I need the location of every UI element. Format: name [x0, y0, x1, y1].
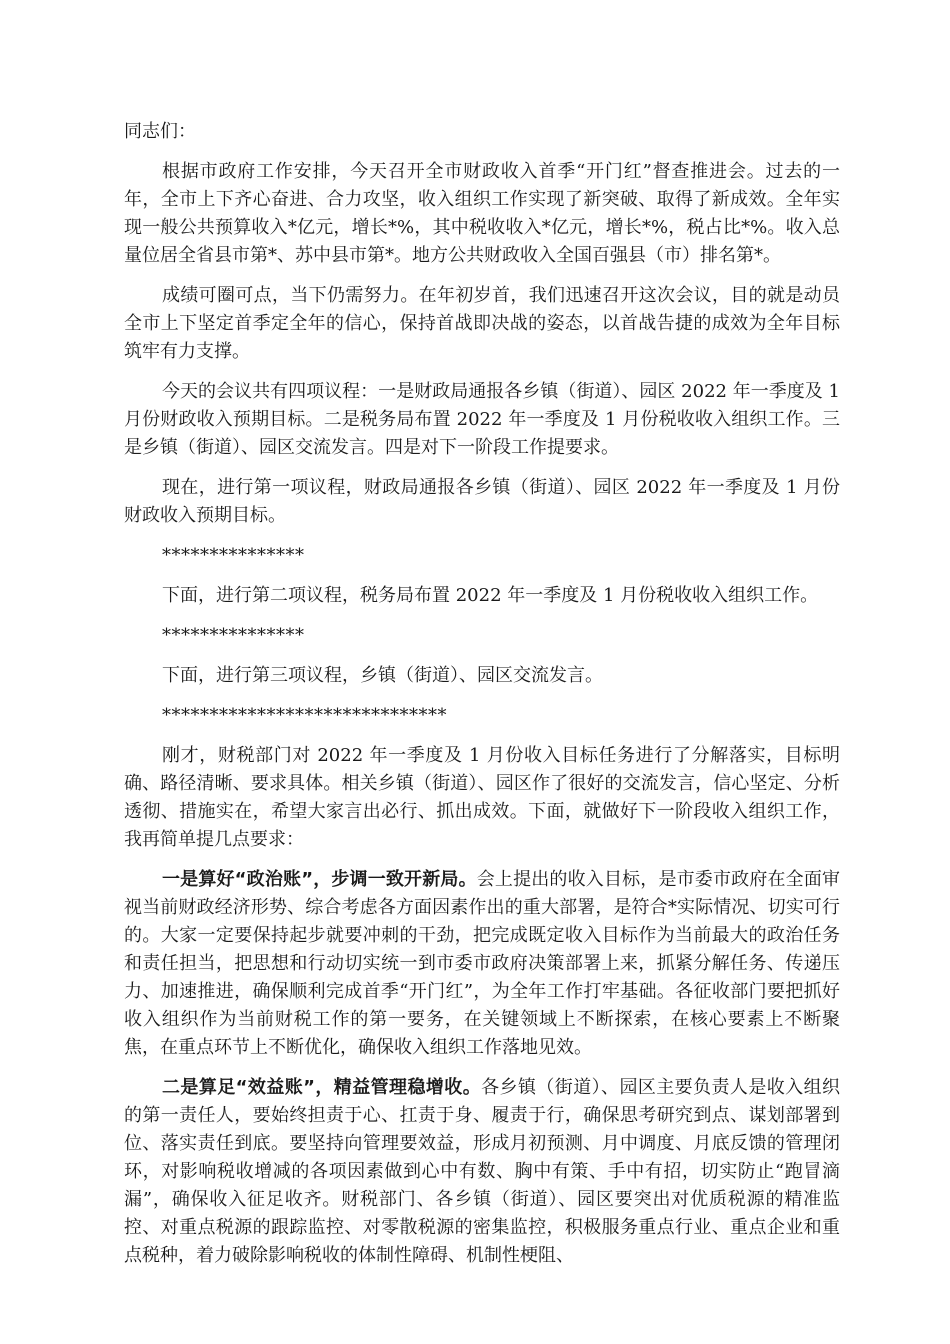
- requirement-one-heading: 一是算好“政治账”，步调一致开新局。: [162, 869, 477, 890]
- requirement-two-heading: 二是算足“效益账”，精益管理稳增收。: [162, 1077, 482, 1098]
- paragraph-requirement-two: [124, 1074, 840, 1270]
- paragraph-opening: 根据市政府工作安排，今天召开全市财政收入首季“开门红”督查推进会。过去的一年，全市上下齐心奋进、合力攻坚，收入组织工作实现了新突破、取得了新成效。全年实现一般公共预算收入*亿元，增长*%，其中税收收入*亿元，增长*%，税占比*%。收入总量位居全省县市第*、苏中县市第*。地方公共财政收入全国百强县（市）排名第*。: [124, 161, 840, 266]
- paragraph-summary: 刚才，财税部门对 2022 年一季度及 1 月份收入目标任务进行了分解落实，目标明确、路径清晰、要求具体。相关乡镇（街道）、园区作了很好的交流发言，信心坚定、分析透彻、措施实在，希望大家言出必行、抓出成效。下面，就做好下一阶段收入组织工作，我再简单提几点要求：: [124, 745, 840, 850]
- paragraph-agenda: 今天的会议共有四项议程：一是财政局通报各乡镇（街道）、园区 2022 年一季度及 1 月份财政收入预期目标。二是税务局布置 2022 年一季度及 1 月份税收收入组织工作。三是乡镇（街道）、园区交流发言。四是对下一阶段工作提要求。: [124, 381, 840, 458]
- separator-stars: ***************: [162, 545, 305, 566]
- paragraph-purpose: 成绩可圈可点，当下仍需努力。在年初岁首，我们迅速召开这次会议，目的就是动员全市上下坚定首季定全年的信心，保持首战即决战的姿态，以首战告捷的成效为全年目标筑牢有力支撑。: [124, 285, 840, 362]
- requirement-two-body: 各乡镇（街道）、园区主要负责人是收入组织的第一责任人，要始终担责于心、扛责于身、履责于行，确保思考研究到点、谋划部署到位、落实责任到底。要坚持向管理要效益，形成月初预测、月中调度、月底反馈的管理闭环，对影响税收增减的各项因素做到心中有数、胸中有策、手中有招，切实防止“跑冒滴漏”，确保收入征足收齐。财税部门、各乡镇（街道）、园区要突出对优质税源的精准监控、对重点税源的跟踪监控、对零散税源的密集监控，积极服务重点行业、重点企业和重点税种，着力破除影响税收的体制性障碍、机制性梗阻、: [124, 1077, 840, 1266]
- document-page: [124, 118, 840, 1282]
- paragraph-item-one: 现在，进行第一项议程，财政局通报各乡镇（街道）、园区 2022 年一季度及 1 月份财政收入预期目标。: [124, 477, 840, 526]
- paragraph-requirement-one: [124, 866, 840, 1062]
- paragraph-item-three: 下面，进行第三项议程，乡镇（街道）、园区交流发言。: [162, 665, 603, 686]
- salutation: 同志们：: [124, 121, 196, 142]
- paragraph-item-two: 下面，进行第二项议程，税务局布置 2022 年一季度及 1 月份税收收入组织工作。: [162, 585, 819, 606]
- requirement-one-body: 会上提出的收入目标，是市委市政府在全面审视当前财政经济形势、综合考虑各方面因素作出的重大部署，是符合*实际情况、切实可行的。大家一定要保持起步就要冲刺的干劲，把完成既定收入目标作为当前最大的政治任务和责任担当，把思想和行动切实统一到市委市政府决策部署上来，抓紧分解任务、传递压力、加速推进，确保顺利完成首季“开门红”，为全年工作打牢基础。各征收部门要把抓好收入组织作为当前财税工作的第一要务，在关键领域上不断探索，在核心要素上不断聚焦，在重点环节上不断优化，确保收入组织工作落地见效。: [124, 869, 840, 1058]
- separator-stars: ******************************: [162, 705, 447, 726]
- separator-stars: ***************: [162, 625, 305, 646]
